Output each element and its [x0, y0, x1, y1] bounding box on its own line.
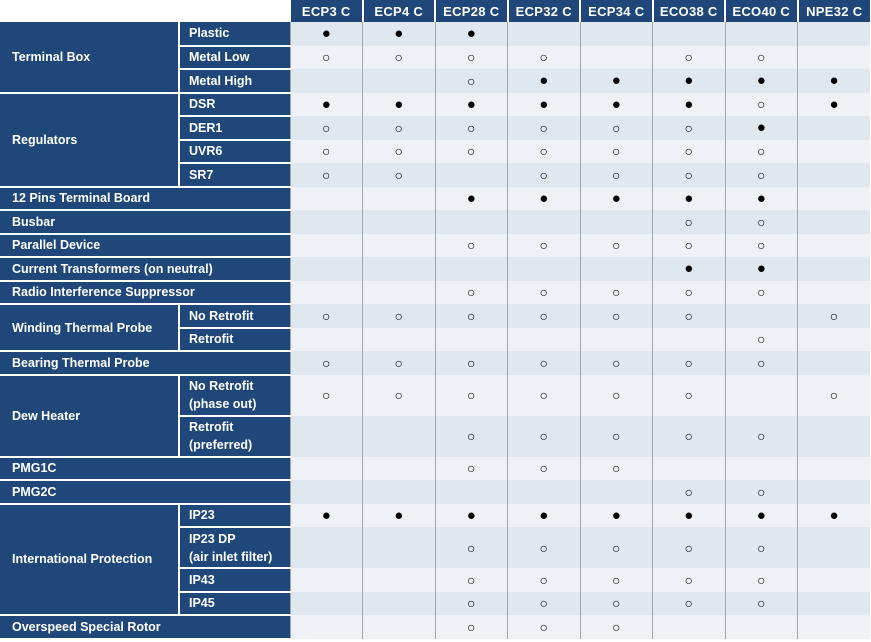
- row-subcategory-line: (phase out): [189, 397, 257, 411]
- row-subcategory: Metal Low: [179, 46, 290, 70]
- empty-cell: [798, 527, 871, 568]
- filled-circle-icon: ●: [435, 22, 508, 46]
- open-circle-icon: ○: [435, 592, 508, 616]
- open-circle-icon: ○: [725, 281, 798, 305]
- open-circle-icon: ○: [508, 351, 581, 375]
- open-circle-icon: ○: [508, 457, 581, 481]
- open-circle-icon: ○: [363, 351, 436, 375]
- empty-cell: [290, 527, 363, 568]
- row-subcategory: IP23: [179, 504, 290, 528]
- open-circle-icon: ○: [653, 304, 726, 328]
- table-row: [0, 234, 870, 258]
- row-category-radio-interference-suppressor: Radio Interference Suppressor: [0, 281, 290, 305]
- filled-circle-icon: ●: [508, 504, 581, 528]
- row-category-international-protection: International Protection: [0, 504, 179, 616]
- empty-cell: [363, 281, 436, 305]
- empty-cell: [435, 328, 508, 352]
- filled-circle-icon: ●: [435, 93, 508, 117]
- empty-cell: [363, 416, 436, 457]
- filled-circle-icon: ●: [798, 69, 871, 93]
- empty-cell: [580, 328, 653, 352]
- column-header-npe32-c: NPE32 C: [798, 0, 871, 22]
- filled-circle-icon: ●: [580, 69, 653, 93]
- filled-circle-icon: ●: [798, 504, 871, 528]
- empty-cell: [508, 210, 581, 234]
- row-subcategory: DSR: [179, 93, 290, 117]
- row-subcategory: SR7: [179, 163, 290, 187]
- open-circle-icon: ○: [508, 527, 581, 568]
- filled-circle-icon: ●: [580, 187, 653, 211]
- filled-circle-icon: ●: [653, 257, 726, 281]
- table-row: [0, 457, 870, 481]
- empty-cell: [580, 22, 653, 46]
- column-header-ecp4-c: ECP4 C: [363, 0, 436, 22]
- column-header-ecp32-c: ECP32 C: [508, 0, 581, 22]
- empty-cell: [798, 351, 871, 375]
- open-circle-icon: ○: [580, 457, 653, 481]
- open-circle-icon: ○: [653, 375, 726, 416]
- open-circle-icon: ○: [725, 592, 798, 616]
- table-row: [0, 480, 870, 504]
- open-circle-icon: ○: [653, 416, 726, 457]
- row-subcategory: No Retrofit: [179, 304, 290, 328]
- column-header-ecp34-c: ECP34 C: [580, 0, 653, 22]
- column-header-ecp3-c: ECP3 C: [290, 0, 363, 22]
- open-circle-icon: ○: [290, 116, 363, 140]
- row-category-terminal-box: Terminal Box: [0, 22, 179, 93]
- empty-cell: [290, 234, 363, 258]
- open-circle-icon: ○: [508, 46, 581, 70]
- filled-circle-icon: ●: [653, 504, 726, 528]
- empty-cell: [435, 163, 508, 187]
- open-circle-icon: ○: [363, 116, 436, 140]
- open-circle-icon: ○: [363, 163, 436, 187]
- filled-circle-icon: ●: [363, 504, 436, 528]
- open-circle-icon: ○: [290, 351, 363, 375]
- empty-cell: [435, 257, 508, 281]
- table-row: [0, 210, 870, 234]
- table-body: [0, 22, 870, 639]
- filled-circle-icon: ●: [363, 22, 436, 46]
- open-circle-icon: ○: [435, 140, 508, 164]
- row-subcategory-line: No Retrofit: [189, 379, 254, 393]
- row-subcategory: [179, 527, 290, 568]
- open-circle-icon: ○: [580, 304, 653, 328]
- empty-cell: [363, 328, 436, 352]
- table-row: [0, 22, 870, 46]
- empty-cell: [798, 46, 871, 70]
- open-circle-icon: ○: [508, 116, 581, 140]
- filled-circle-icon: ●: [725, 257, 798, 281]
- row-subcategory-line: Retrofit: [189, 420, 234, 434]
- empty-cell: [653, 615, 726, 639]
- empty-cell: [798, 568, 871, 592]
- table-row: [0, 93, 870, 117]
- filled-circle-icon: ●: [653, 93, 726, 117]
- empty-cell: [363, 457, 436, 481]
- table-row: [0, 504, 870, 528]
- row-subcategory-line: (preferred): [189, 438, 253, 452]
- empty-cell: [363, 69, 436, 93]
- row-subcategory: IP43: [179, 568, 290, 592]
- open-circle-icon: ○: [580, 140, 653, 164]
- row-category-pmg2c: PMG2C: [0, 480, 290, 504]
- open-circle-icon: ○: [435, 116, 508, 140]
- empty-cell: [290, 592, 363, 616]
- filled-circle-icon: ●: [508, 187, 581, 211]
- open-circle-icon: ○: [290, 140, 363, 164]
- filled-circle-icon: ●: [508, 93, 581, 117]
- row-category-dew-heater: Dew Heater: [0, 375, 179, 457]
- open-circle-icon: ○: [435, 527, 508, 568]
- open-circle-icon: ○: [580, 116, 653, 140]
- empty-cell: [653, 328, 726, 352]
- empty-cell: [798, 480, 871, 504]
- open-circle-icon: ○: [653, 116, 726, 140]
- open-circle-icon: ○: [508, 281, 581, 305]
- filled-circle-icon: ●: [435, 504, 508, 528]
- open-circle-icon: ○: [435, 281, 508, 305]
- open-circle-icon: ○: [725, 46, 798, 70]
- open-circle-icon: ○: [653, 351, 726, 375]
- empty-cell: [363, 568, 436, 592]
- empty-cell: [798, 187, 871, 211]
- open-circle-icon: ○: [653, 592, 726, 616]
- open-circle-icon: ○: [435, 615, 508, 639]
- empty-cell: [798, 592, 871, 616]
- empty-cell: [725, 457, 798, 481]
- row-subcategory: [179, 416, 290, 457]
- open-circle-icon: ○: [798, 304, 871, 328]
- open-circle-icon: ○: [290, 304, 363, 328]
- open-circle-icon: ○: [580, 281, 653, 305]
- filled-circle-icon: ●: [580, 93, 653, 117]
- header-corner: [0, 0, 290, 22]
- table-row: [0, 281, 870, 305]
- empty-cell: [290, 257, 363, 281]
- open-circle-icon: ○: [725, 210, 798, 234]
- filled-circle-icon: ●: [798, 93, 871, 117]
- open-circle-icon: ○: [290, 375, 363, 416]
- open-circle-icon: ○: [508, 163, 581, 187]
- row-category-bearing-thermal-probe: Bearing Thermal Probe: [0, 351, 290, 375]
- open-circle-icon: ○: [508, 304, 581, 328]
- empty-cell: [798, 140, 871, 164]
- open-circle-icon: ○: [508, 568, 581, 592]
- filled-circle-icon: ●: [653, 69, 726, 93]
- open-circle-icon: ○: [725, 328, 798, 352]
- open-circle-icon: ○: [580, 163, 653, 187]
- empty-cell: [290, 281, 363, 305]
- filled-circle-icon: ●: [290, 93, 363, 117]
- open-circle-icon: ○: [508, 615, 581, 639]
- filled-circle-icon: ●: [508, 69, 581, 93]
- empty-cell: [508, 480, 581, 504]
- row-category-pmg1c: PMG1C: [0, 457, 290, 481]
- empty-cell: [290, 210, 363, 234]
- row-subcategory-line: (air inlet filter): [189, 549, 273, 564]
- empty-cell: [798, 116, 871, 140]
- empty-cell: [363, 527, 436, 568]
- empty-cell: [798, 416, 871, 457]
- empty-cell: [725, 375, 798, 416]
- row-category-busbar: Busbar: [0, 210, 290, 234]
- open-circle-icon: ○: [798, 375, 871, 416]
- empty-cell: [580, 257, 653, 281]
- table-row: [0, 615, 870, 639]
- empty-cell: [580, 480, 653, 504]
- open-circle-icon: ○: [580, 527, 653, 568]
- open-circle-icon: ○: [725, 527, 798, 568]
- empty-cell: [508, 257, 581, 281]
- empty-cell: [725, 615, 798, 639]
- open-circle-icon: ○: [435, 416, 508, 457]
- filled-circle-icon: ●: [653, 187, 726, 211]
- open-circle-icon: ○: [653, 480, 726, 504]
- empty-cell: [725, 22, 798, 46]
- open-circle-icon: ○: [508, 416, 581, 457]
- row-category-overspeed-special-rotor: Overspeed Special Rotor: [0, 615, 290, 639]
- table-row: [0, 351, 870, 375]
- open-circle-icon: ○: [435, 457, 508, 481]
- row-category-regulators: Regulators: [0, 93, 179, 187]
- empty-cell: [508, 22, 581, 46]
- column-header-ecp28-c: ECP28 C: [435, 0, 508, 22]
- empty-cell: [363, 187, 436, 211]
- empty-cell: [653, 22, 726, 46]
- open-circle-icon: ○: [435, 568, 508, 592]
- open-circle-icon: ○: [725, 480, 798, 504]
- open-circle-icon: ○: [580, 592, 653, 616]
- empty-cell: [435, 480, 508, 504]
- empty-cell: [363, 210, 436, 234]
- empty-cell: [580, 46, 653, 70]
- open-circle-icon: ○: [508, 234, 581, 258]
- empty-cell: [363, 592, 436, 616]
- empty-cell: [290, 187, 363, 211]
- open-circle-icon: ○: [653, 140, 726, 164]
- open-circle-icon: ○: [363, 140, 436, 164]
- open-circle-icon: ○: [725, 234, 798, 258]
- table-row: [0, 304, 870, 328]
- open-circle-icon: ○: [653, 163, 726, 187]
- empty-cell: [290, 328, 363, 352]
- header-row: [0, 0, 870, 22]
- open-circle-icon: ○: [363, 304, 436, 328]
- empty-cell: [363, 480, 436, 504]
- open-circle-icon: ○: [580, 375, 653, 416]
- open-circle-icon: ○: [435, 69, 508, 93]
- empty-cell: [290, 69, 363, 93]
- open-circle-icon: ○: [580, 615, 653, 639]
- empty-cell: [290, 416, 363, 457]
- empty-cell: [363, 234, 436, 258]
- table-row: [0, 375, 870, 416]
- filled-circle-icon: ●: [725, 187, 798, 211]
- empty-cell: [798, 234, 871, 258]
- row-category-12-pins-terminal-board: 12 Pins Terminal Board: [0, 187, 290, 211]
- open-circle-icon: ○: [725, 351, 798, 375]
- row-subcategory: Retrofit: [179, 328, 290, 352]
- empty-cell: [435, 210, 508, 234]
- filled-circle-icon: ●: [363, 93, 436, 117]
- row-subcategory-line: IP23 DP: [189, 531, 236, 546]
- empty-cell: [580, 210, 653, 234]
- open-circle-icon: ○: [653, 210, 726, 234]
- open-circle-icon: ○: [580, 234, 653, 258]
- empty-cell: [508, 328, 581, 352]
- open-circle-icon: ○: [725, 163, 798, 187]
- open-circle-icon: ○: [435, 234, 508, 258]
- open-circle-icon: ○: [580, 351, 653, 375]
- open-circle-icon: ○: [653, 46, 726, 70]
- open-circle-icon: ○: [725, 140, 798, 164]
- empty-cell: [363, 257, 436, 281]
- row-category-winding-thermal-probe: Winding Thermal Probe: [0, 304, 179, 351]
- column-header-eco40-c: ECO40 C: [725, 0, 798, 22]
- open-circle-icon: ○: [508, 592, 581, 616]
- row-subcategory: UVR6: [179, 140, 290, 164]
- empty-cell: [653, 457, 726, 481]
- empty-cell: [798, 22, 871, 46]
- open-circle-icon: ○: [363, 375, 436, 416]
- table-row: [0, 187, 870, 211]
- row-category-current-transformers-on-neutral: Current Transformers (on neutral): [0, 257, 290, 281]
- empty-cell: [798, 615, 871, 639]
- open-circle-icon: ○: [508, 140, 581, 164]
- open-circle-icon: ○: [290, 46, 363, 70]
- filled-circle-icon: ●: [580, 504, 653, 528]
- column-header-eco38-c: ECO38 C: [653, 0, 726, 22]
- row-subcategory: DER1: [179, 116, 290, 140]
- filled-circle-icon: ●: [290, 22, 363, 46]
- open-circle-icon: ○: [580, 416, 653, 457]
- open-circle-icon: ○: [725, 93, 798, 117]
- row-subcategory: IP45: [179, 592, 290, 616]
- empty-cell: [798, 281, 871, 305]
- open-circle-icon: ○: [653, 234, 726, 258]
- row-subcategory: [179, 375, 290, 416]
- open-circle-icon: ○: [435, 304, 508, 328]
- open-circle-icon: ○: [653, 281, 726, 305]
- filled-circle-icon: ●: [435, 187, 508, 211]
- open-circle-icon: ○: [290, 163, 363, 187]
- open-circle-icon: ○: [363, 46, 436, 70]
- open-circle-icon: ○: [435, 375, 508, 416]
- filled-circle-icon: ●: [725, 69, 798, 93]
- filled-circle-icon: ●: [725, 116, 798, 140]
- empty-cell: [290, 615, 363, 639]
- empty-cell: [798, 210, 871, 234]
- open-circle-icon: ○: [508, 375, 581, 416]
- empty-cell: [798, 257, 871, 281]
- row-category-parallel-device: Parallel Device: [0, 234, 290, 258]
- open-circle-icon: ○: [435, 351, 508, 375]
- empty-cell: [290, 480, 363, 504]
- filled-circle-icon: ●: [725, 504, 798, 528]
- row-subcategory: Metal High: [179, 69, 290, 93]
- table-row: [0, 257, 870, 281]
- empty-cell: [798, 328, 871, 352]
- open-circle-icon: ○: [725, 416, 798, 457]
- empty-cell: [798, 163, 871, 187]
- open-circle-icon: ○: [653, 527, 726, 568]
- open-circle-icon: ○: [580, 568, 653, 592]
- empty-cell: [725, 304, 798, 328]
- empty-cell: [290, 568, 363, 592]
- filled-circle-icon: ●: [290, 504, 363, 528]
- row-subcategory: Plastic: [179, 22, 290, 46]
- open-circle-icon: ○: [435, 46, 508, 70]
- empty-cell: [363, 615, 436, 639]
- open-circle-icon: ○: [653, 568, 726, 592]
- open-circle-icon: ○: [725, 568, 798, 592]
- empty-cell: [798, 457, 871, 481]
- empty-cell: [290, 457, 363, 481]
